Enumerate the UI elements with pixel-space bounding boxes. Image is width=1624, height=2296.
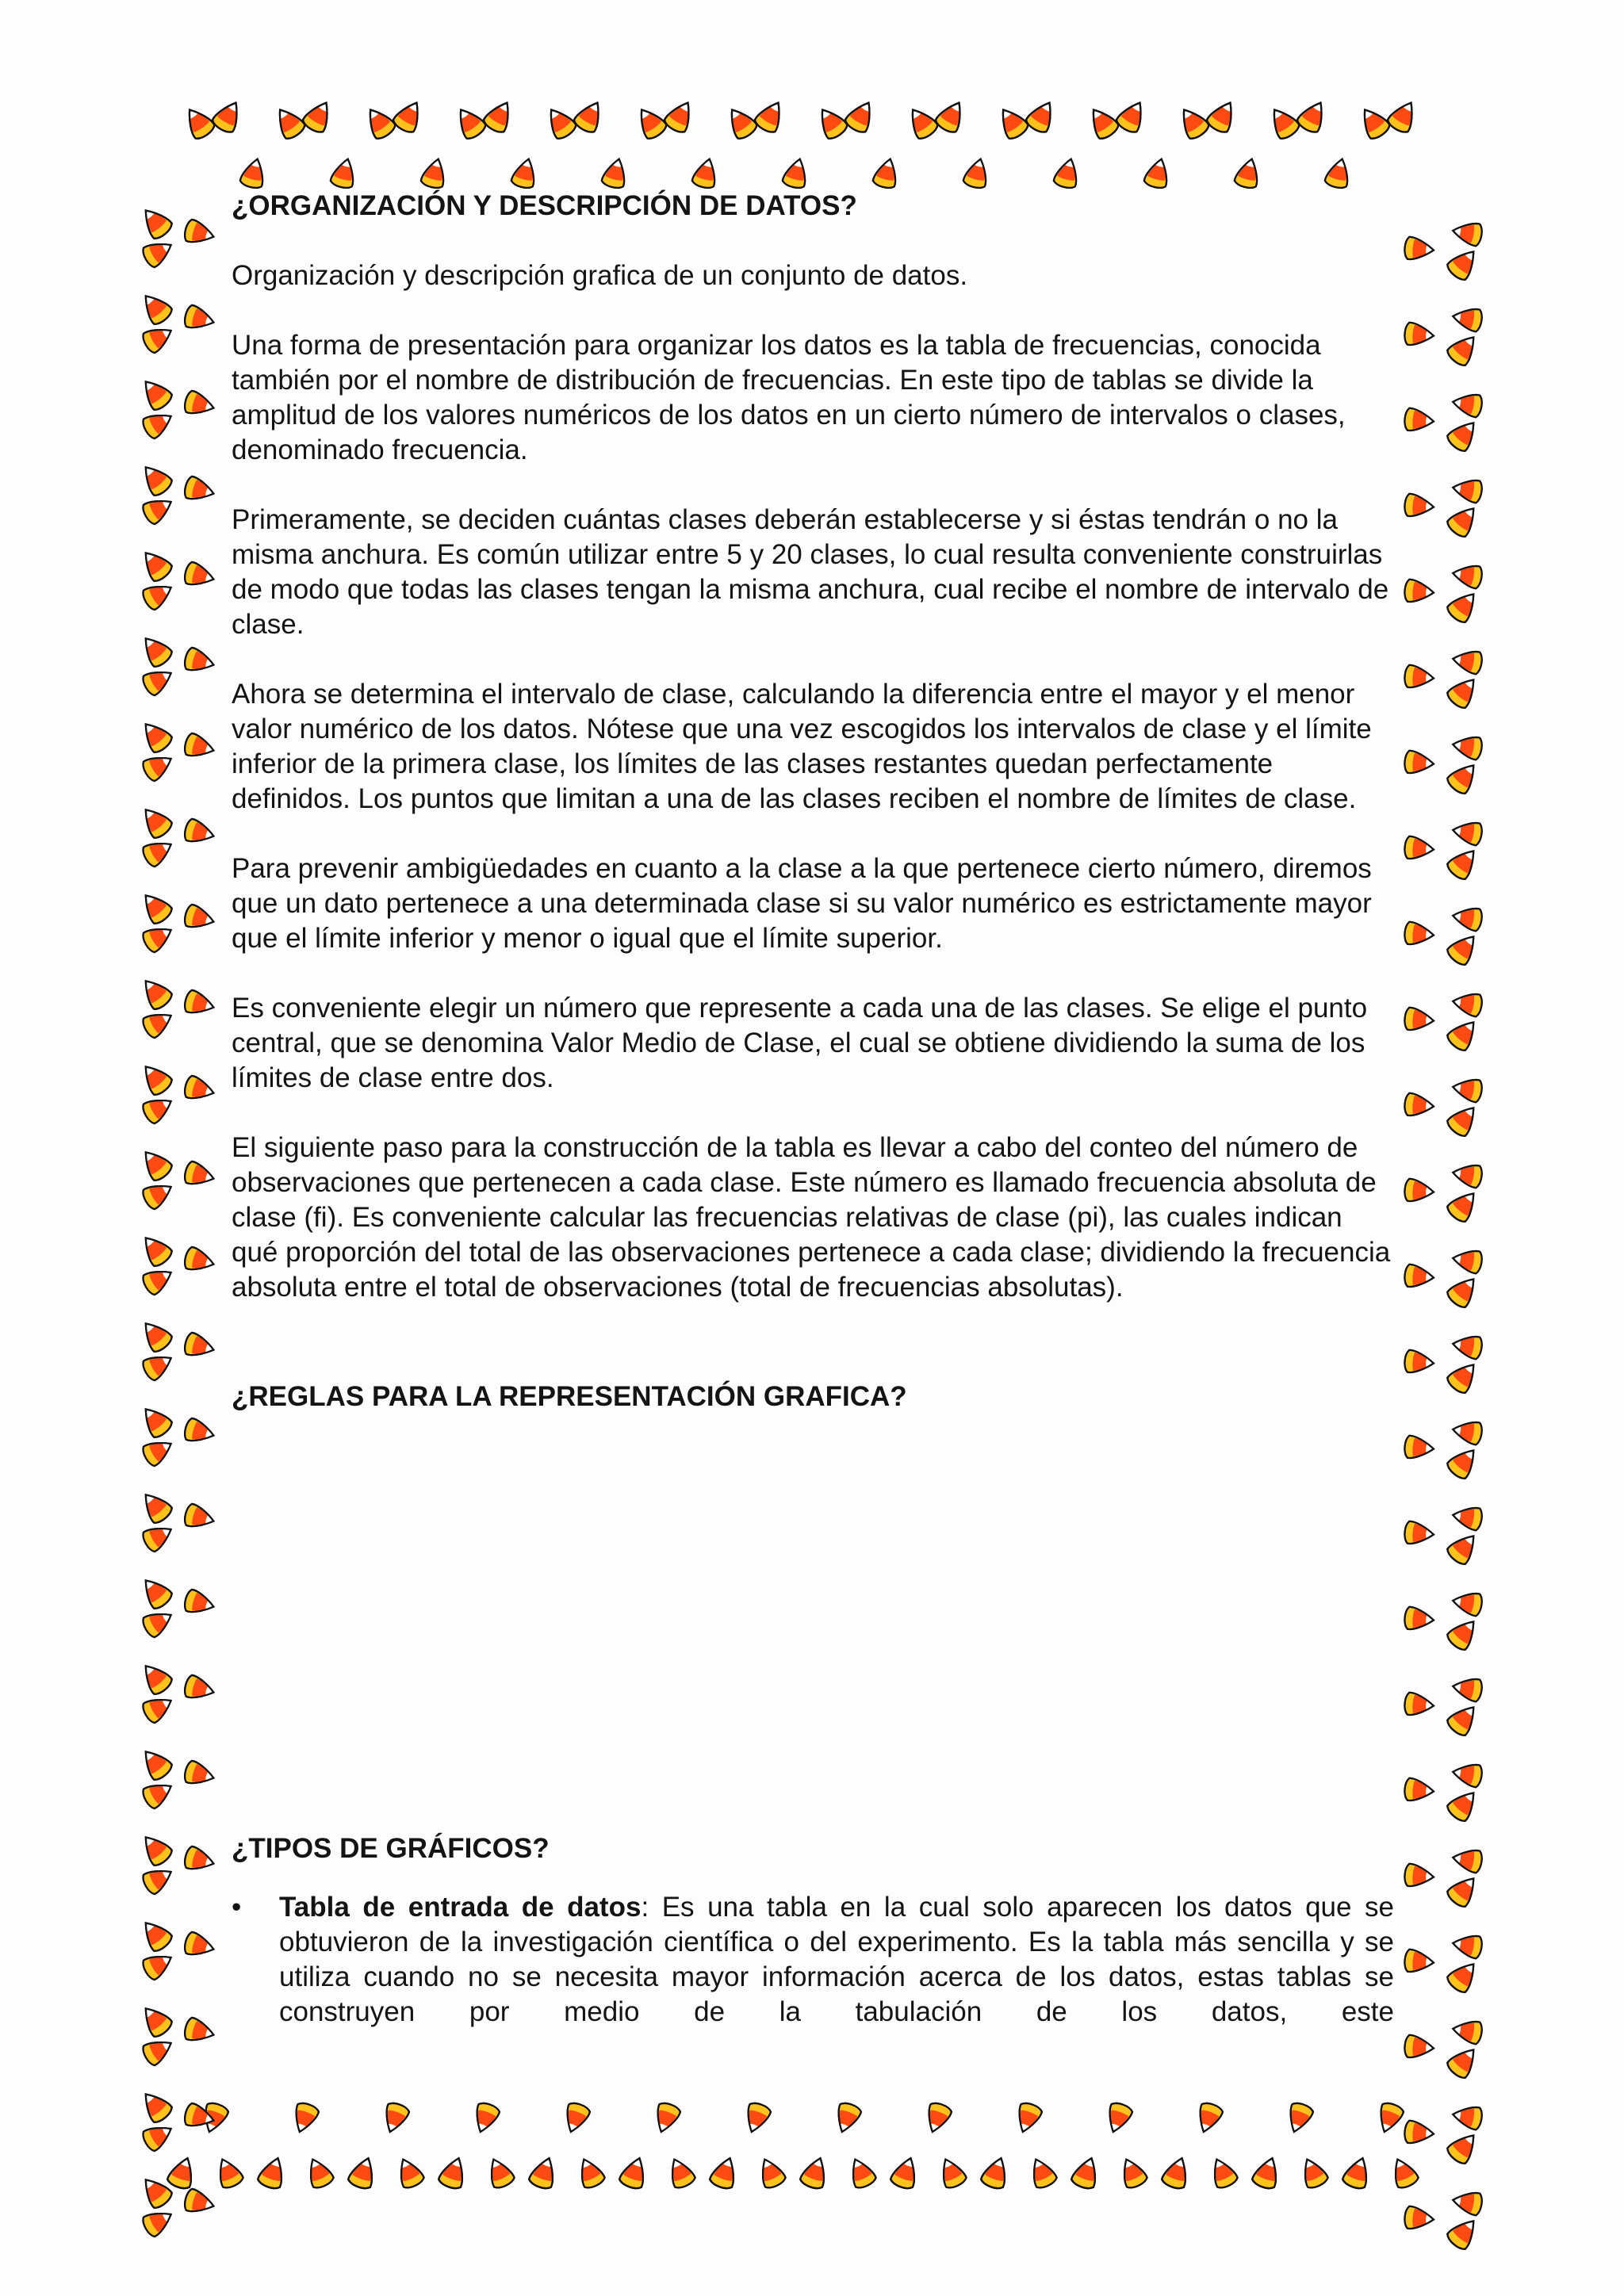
candy-corn-icon [137, 1744, 174, 1782]
candy-corn-icon [182, 390, 216, 419]
candy-corn-icon [182, 1503, 216, 1533]
candy-corn-icon [933, 97, 969, 135]
document-body [232, 189, 1394, 2030]
candy-corn-icon [1116, 2155, 1149, 2191]
candy-corn-icon [1445, 1100, 1482, 1138]
candy-corn-icon [361, 103, 397, 141]
candy-corn-icon [137, 1230, 174, 1269]
candy-corn-icon [380, 2101, 411, 2136]
candy-corn-icon [618, 2154, 650, 2191]
candy-corn-icon [182, 1161, 216, 1190]
candy-corn-icon [182, 2017, 216, 2046]
candy-corn-icon [137, 2001, 174, 2039]
candy-corn-icon [1284, 2101, 1315, 2136]
candy-corn-icon [140, 407, 177, 441]
candy-corn-icon [182, 1589, 216, 1618]
candy-corn-icon [137, 1402, 174, 1440]
candy-corn-icon [1445, 758, 1482, 796]
candy-corn-icon [140, 2034, 177, 2068]
candy-corn-icon [1297, 2155, 1330, 2191]
candy-corn-icon [1451, 220, 1484, 247]
candy-corn-icon [330, 156, 359, 190]
candy-corn-icon [1295, 97, 1331, 135]
paragraph-clases: Primeramente, se deciden cuántas clases deberán establecerse y si éstas tendrán o no la misma anchura. Es común utilizar entre 5 y 20 clases, lo cual resulta conveniente construirlas de modo que todas las clases tengan la misma anchura, cual recibe el nombre de intervalo de clase. [232, 504, 1389, 640]
paragraph-intervalo: Ahora se determina el intervalo de clase, calculando la diferencia entre el mayor y el menor valor numérico de los datos. Nótese que una vez escogidos los intervalos de clase y el límite inferior de la primera clase, los límites de las clases restantes quedan perfectamente definidos. Los puntos que limitan a una de las clases reciben el nombre de límites de clase. [232, 679, 1372, 814]
candy-corn-icon [1445, 2042, 1482, 2080]
candy-corn-icon [140, 1605, 177, 1640]
candy-corn-icon [813, 103, 849, 141]
candy-corn-icon [1404, 236, 1434, 261]
candy-corn-icon [755, 2155, 787, 2191]
candy-corn-icon [391, 97, 427, 135]
candy-corn-icon [140, 321, 177, 355]
candy-corn-icon [140, 1777, 177, 1811]
candy-corn-icon [182, 1246, 216, 1276]
candy-corn-icon [1445, 2214, 1482, 2252]
candy-corn-icon [1445, 1871, 1482, 1909]
candy-corn-icon [484, 2155, 516, 2191]
candy-corn-icon [1445, 1272, 1482, 1310]
candy-corn-icon [140, 1948, 177, 1982]
candy-corn-icon [1445, 1443, 1482, 1481]
candy-corn-icon [1445, 1015, 1482, 1053]
candy-corn-icon [140, 1177, 177, 1211]
candy-corn-icon [182, 561, 216, 591]
candy-corn-icon [1404, 2120, 1434, 2145]
candy-corn-icon [1404, 1349, 1434, 1374]
candy-corn-icon [1143, 156, 1173, 190]
candy-corn-icon [708, 2154, 741, 2191]
candy-corn-icon [1451, 1076, 1484, 1103]
candy-corn-icon [137, 631, 174, 669]
candy-corn-icon [1404, 1007, 1434, 1031]
candy-corn-icon [1355, 103, 1392, 141]
candy-corn-icon [1445, 1357, 1482, 1395]
candy-corn-icon [1404, 1435, 1434, 1460]
candy-corn-icon [1445, 1529, 1482, 1567]
candy-corn-icon [1451, 648, 1484, 675]
candy-corn-icon [691, 156, 721, 190]
candy-corn-icon [1445, 415, 1482, 453]
candy-corn-icon [979, 2154, 1012, 2191]
candy-corn-icon [140, 920, 177, 955]
candy-corn-icon [137, 1316, 174, 1354]
candy-corn-icon [347, 2154, 379, 2191]
candy-corn-icon [1160, 2154, 1193, 2191]
candy-corn-icon [140, 492, 177, 526]
candy-corn-icon [140, 1092, 177, 1126]
candy-corn-icon [1404, 1264, 1434, 1288]
candy-corn-icon [137, 717, 174, 755]
candy-corn-icon [1445, 844, 1482, 882]
candy-corn-icon [1445, 1957, 1482, 1995]
candy-corn-icon [137, 1659, 174, 1697]
candy-corn-icon [1404, 2034, 1434, 2059]
candy-corn-icon [1445, 501, 1482, 539]
bullet-text: : Es una tabla en la cual solo aparecen los datos que se obtuvieron de la investigación científica o del experimento. Es la tabla más sencilla y se utiliza cuando no se necesita mayor información acerca de los datos, estas tablas se construyen por medio de la tabulación de los datos, este [279, 1892, 1394, 2027]
candy-corn-icon [1385, 97, 1421, 135]
candy-corn-icon [137, 460, 174, 498]
candy-corn-icon [1451, 562, 1484, 589]
candy-corn-icon [1404, 1093, 1434, 1117]
candy-corn-icon [1174, 103, 1211, 141]
candy-corn-icon [137, 2087, 174, 2125]
candy-corn-icon [289, 2101, 320, 2136]
candy-corn-icon [182, 2188, 216, 2218]
candy-corn-icon [140, 1434, 177, 1468]
candy-corn-icon [137, 1059, 174, 1097]
candy-corn-icon [1070, 2154, 1102, 2191]
candy-corn-icon [665, 2155, 697, 2191]
candy-corn-icon [1404, 921, 1434, 946]
candy-corn-icon [753, 97, 788, 135]
candy-corn-icon [1451, 905, 1484, 932]
candy-corn-icon [140, 235, 177, 270]
candy-corn-icon [1451, 819, 1484, 846]
graficos-list [232, 1890, 1394, 2030]
candy-corn-icon [1445, 1186, 1482, 1224]
candy-corn-icon [213, 2155, 245, 2191]
candy-corn-icon [1451, 391, 1484, 418]
candy-corn-icon [1451, 1418, 1484, 1445]
candy-corn-icon [1451, 305, 1484, 332]
candy-corn-icon [1341, 2154, 1373, 2191]
candy-corn-icon [182, 1846, 216, 1875]
candy-corn-icon [1451, 990, 1484, 1017]
candy-corn-icon [1114, 97, 1150, 135]
candy-corn-icon [922, 2101, 953, 2136]
candy-corn-icon [1451, 1761, 1484, 1788]
candy-corn-icon [1404, 664, 1434, 689]
candy-corn-icon [1265, 103, 1301, 141]
candy-corn-icon [303, 2155, 335, 2191]
candy-corn-icon [1445, 929, 1482, 967]
candy-corn-icon [470, 2101, 501, 2136]
candy-corn-icon [270, 103, 307, 141]
candy-corn-icon [1404, 1606, 1434, 1631]
candy-corn-icon [741, 2101, 772, 2136]
candy-corn-icon [1451, 1932, 1484, 1959]
candy-corn-icon [140, 1006, 177, 1040]
candy-corn-icon [451, 103, 488, 141]
candy-corn-icon [137, 374, 174, 412]
candy-corn-icon [1445, 1700, 1482, 1738]
candy-corn-icon [182, 1760, 216, 1789]
candy-corn-icon [140, 1263, 177, 1297]
candy-corn-icon [1404, 493, 1434, 518]
candy-corn-icon [1445, 2128, 1482, 2166]
candy-corn-icon [180, 103, 216, 141]
candy-corn-icon [182, 1674, 216, 1704]
candy-corn-icon [182, 904, 216, 933]
section-heading-reglas: ¿REGLAS PARA LA REPRESENTACIÓN GRAFICA? [232, 1381, 907, 1412]
candy-corn-icon [182, 1332, 216, 1361]
candy-corn-icon [662, 97, 698, 135]
candy-corn-icon [1404, 1692, 1434, 1716]
candy-corn-icon [1103, 2101, 1134, 2136]
candy-corn-icon [651, 2101, 682, 2136]
candy-corn-icon [1445, 587, 1482, 625]
candy-corn-icon [1445, 672, 1482, 710]
candy-corn-icon [632, 103, 668, 141]
candy-corn-icon [140, 749, 177, 783]
candy-corn-icon [137, 974, 174, 1012]
candy-corn-icon [140, 1520, 177, 1554]
paragraph-tabla-frecuencias: Una forma de presentación para organizar los datos es la tabla de frecuencias, conocida también por el nombre de distribución de frecuencias. En este tipo de tablas se divide la amplitud de los valores numéricos de los datos en un cierto número de intervalos o clases, denominado frecuencia. [232, 330, 1346, 465]
candy-corn-icon [140, 578, 177, 612]
paragraph-valor-medio: Es conveniente elegir un número que represente a cada una de las clases. Se elige el punto central, que se denomina Valor Medio de Clase, el cual se obtiene dividiendo la suma de los límites de clase entre dos. [232, 993, 1368, 1093]
candy-corn-icon [799, 2154, 831, 2191]
candy-corn-icon [527, 2154, 560, 2191]
list-item [232, 1890, 1394, 2030]
candy-corn-icon [239, 156, 269, 190]
candy-corn-icon [1451, 1247, 1484, 1274]
candy-corn-icon [420, 156, 450, 190]
candy-corn-icon [140, 835, 177, 869]
candy-corn-icon [1024, 97, 1059, 135]
candy-corn-icon [140, 2205, 177, 2239]
candy-corn-icon [936, 2155, 968, 2191]
candy-corn-icon [1404, 836, 1434, 860]
candy-corn-icon [1084, 103, 1120, 141]
paragraph-intro: Organización y descripción grafica de un conjunto de datos. [232, 260, 968, 291]
candy-corn-icon [437, 2154, 469, 2191]
candy-corn-icon [572, 97, 607, 135]
section-heading-tipos: ¿TIPOS DE GRÁFICOS? [232, 1833, 550, 1864]
paragraph-conteo: El siguiente paso para la construcción de la tabla es llevar a cabo del conteo del número de observaciones que pertenecen a cada clase. Este número es llamado frecuencia absoluta de clase (fi). Es conveniente calcular las frecuencias relativas de clase (pi), las cuales indican qué proporción del total de las observaciones pertenece a cada clase; dividiendo la frecuencia absoluta entre el total de observaciones (total de frecuencias absolutas). [232, 1132, 1391, 1303]
paragraph-ambiguedades: Para prevenir ambigüedades en cuanto a la clase a la que pertenece cierto número, diremos que un dato pertenece a una determinada clase si su valor numérico es estrictamente mayor que el límite inferior y menor o igual que el límite superior. [232, 853, 1372, 954]
candy-corn-icon [511, 156, 540, 190]
candy-corn-icon [182, 818, 216, 848]
candy-corn-icon [1207, 2155, 1239, 2191]
candy-corn-icon [140, 1349, 177, 1383]
candy-corn-icon [782, 156, 811, 190]
candy-corn-icon [1451, 733, 1484, 760]
candy-corn-icon [601, 156, 630, 190]
candy-corn-icon [137, 888, 174, 926]
candy-corn-icon [140, 1691, 177, 1725]
candy-corn-icon [963, 156, 992, 190]
candy-corn-icon [1324, 156, 1354, 190]
candy-corn-icon [182, 476, 216, 505]
candy-corn-icon [889, 2154, 921, 2191]
candy-corn-icon [1404, 750, 1434, 775]
candy-corn-icon [1388, 2155, 1420, 2191]
candy-corn-icon [137, 545, 174, 584]
candy-corn-icon [182, 219, 216, 248]
candy-corn-icon [182, 989, 216, 1019]
candy-corn-icon [1451, 1846, 1484, 1873]
candy-corn-icon [137, 1487, 174, 1525]
candy-corn-icon [1404, 1521, 1434, 1545]
candy-corn-icon [574, 2155, 607, 2191]
candy-corn-icon [182, 1931, 216, 1961]
candy-corn-icon [481, 97, 517, 135]
candy-corn-icon [1404, 579, 1434, 603]
candy-corn-icon [1404, 1949, 1434, 1973]
candy-corn-icon [1234, 156, 1263, 190]
candy-corn-icon [137, 1915, 174, 1954]
candy-corn-icon [137, 1145, 174, 1183]
candy-corn-icon [137, 802, 174, 840]
candy-corn-icon [210, 97, 246, 135]
bullet-term: Tabla de entrada de datos [279, 1892, 642, 1923]
candy-corn-icon [182, 733, 216, 762]
candy-corn-icon [1451, 1333, 1484, 1360]
candy-corn-icon [182, 1075, 216, 1104]
candy-corn-icon [182, 304, 216, 334]
candy-corn-icon [1451, 476, 1484, 503]
candy-corn-icon [1445, 244, 1482, 282]
candy-corn-icon [166, 2154, 198, 2191]
candy-corn-icon [137, 289, 174, 327]
candy-corn-icon [1404, 322, 1434, 346]
candy-corn-icon [872, 156, 902, 190]
candy-corn-icon [1193, 2101, 1224, 2136]
candy-corn-icon [1451, 2189, 1484, 2216]
candy-corn-icon [1451, 1675, 1484, 1702]
candy-corn-icon [140, 664, 177, 698]
bullet-icon: • [232, 1892, 242, 1923]
candy-corn-icon [722, 103, 759, 141]
candy-corn-icon [182, 647, 216, 676]
candy-corn-icon [845, 2155, 878, 2191]
candy-corn-icon [1451, 1161, 1484, 1188]
candy-corn-icon [182, 1418, 216, 1447]
candy-corn-icon [1026, 2155, 1059, 2191]
candy-corn-icon [1451, 1590, 1484, 1617]
candy-corn-icon [1451, 2103, 1484, 2130]
candy-corn-icon [561, 2101, 592, 2136]
candy-corn-icon [301, 97, 336, 135]
section-heading-organizacion: ¿ORGANIZACIÓN Y DESCRIPCIÓN DE DATOS? [232, 190, 857, 221]
candy-corn-icon [542, 103, 578, 141]
candy-corn-icon [1445, 1614, 1482, 1652]
candy-corn-icon [903, 103, 940, 141]
candy-corn-icon [1251, 2154, 1283, 2191]
candy-corn-icon [1205, 97, 1240, 135]
candy-corn-icon [137, 1573, 174, 1611]
candy-corn-icon [1013, 2101, 1044, 2136]
candy-corn-icon [1451, 2018, 1484, 2045]
candy-corn-icon [1445, 330, 1482, 368]
candy-corn-icon [1451, 1504, 1484, 1531]
candy-corn-icon [140, 2119, 177, 2153]
candy-corn-icon [1404, 408, 1434, 432]
candy-corn-icon [393, 2155, 426, 2191]
candy-corn-icon [1404, 1863, 1434, 1888]
candy-corn-icon [137, 1830, 174, 1868]
candy-corn-icon [137, 203, 174, 241]
candy-corn-icon [994, 103, 1030, 141]
candy-corn-icon [1404, 2206, 1434, 2230]
candy-corn-icon [1053, 156, 1082, 190]
candy-corn-icon [1404, 1178, 1434, 1203]
candy-corn-icon [1374, 2101, 1405, 2136]
candy-corn-icon [832, 2101, 863, 2136]
candy-corn-icon [256, 2154, 289, 2191]
candy-corn-icon [1445, 1785, 1482, 1823]
candy-corn-icon [843, 97, 879, 135]
candy-corn-icon [1404, 1777, 1434, 1802]
candy-corn-icon [140, 1862, 177, 1896]
